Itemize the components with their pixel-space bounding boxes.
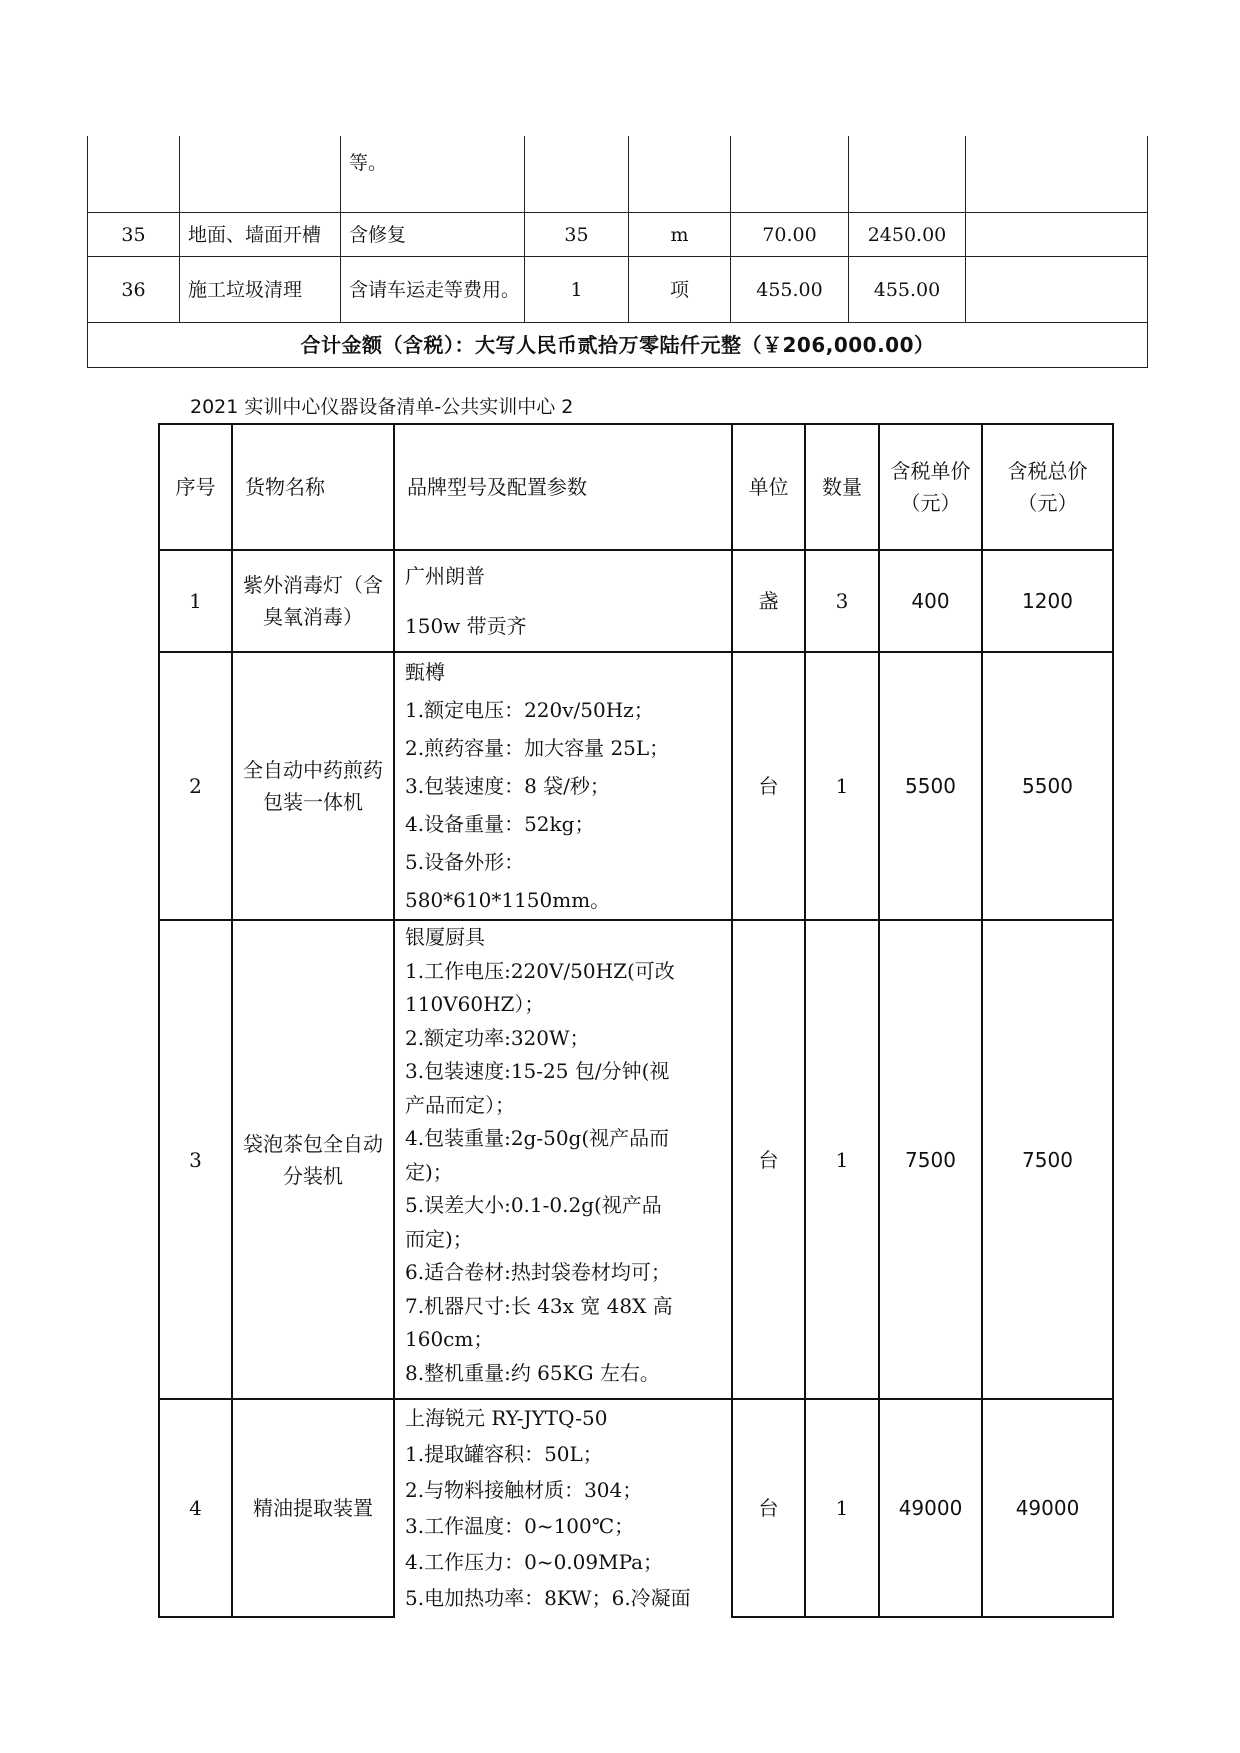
row-name: 全自动中药煎药包装一体机 <box>232 652 394 920</box>
row-name: 精油提取装置 <box>232 1399 394 1617</box>
row-unit: 台 <box>732 1399 805 1617</box>
row-no: 1 <box>159 550 232 652</box>
spec-line: 6.适合卷材:热封袋卷材均可； <box>405 1260 671 1284</box>
spec-line: 产品而定）； <box>405 1092 515 1117</box>
row-no: 4 <box>159 1399 232 1617</box>
row-price: 455.00 <box>731 257 849 323</box>
spec-line: 3.包装速度：8 袋/秒； <box>405 774 610 798</box>
spec-line: 2.煎药容量：加大容量 25L； <box>405 736 670 760</box>
row-qty: 1 <box>805 920 879 1399</box>
row-no: 3 <box>159 920 232 1399</box>
header-qty: 数量 <box>805 424 879 550</box>
spec-line: 广州朗普 <box>405 564 485 588</box>
row-unit: m <box>629 213 731 257</box>
row-unit: 盏 <box>732 550 805 652</box>
spec-line: 1.额定电压：220v/50Hz； <box>405 698 654 722</box>
spec-line: 8.整机重量:约 65KG 左右。 <box>405 1360 660 1385</box>
row-unit-price: 400 <box>879 550 982 652</box>
table-row <box>159 1399 1113 1617</box>
spec-line: 而定)； <box>405 1226 473 1251</box>
row-unit-price: 7500 <box>879 920 982 1399</box>
spec-line: 2.与物料接触材质：304； <box>405 1478 643 1502</box>
row-no: 35 <box>88 213 180 257</box>
row-name: 施工垃圾清理 <box>180 257 341 323</box>
row-desc: 含请车运走等费用。 <box>341 257 525 323</box>
spec-line: 4.包装重量:2g-50g(视产品而 <box>405 1126 670 1150</box>
row-spec <box>394 920 732 1399</box>
spec-line: 定)； <box>405 1159 453 1184</box>
header-unit: 单位 <box>732 424 805 550</box>
table-row <box>88 213 1148 257</box>
header-no: 序号 <box>159 424 232 550</box>
row-qty: 1 <box>805 1399 879 1617</box>
total-row <box>88 323 1148 368</box>
param-tail: 等。 <box>341 136 525 213</box>
row-total-price: 5500 <box>982 652 1113 920</box>
spec-line: 5.电加热功率：8KW；6.冷凝面 <box>405 1586 691 1610</box>
table-row <box>159 920 1113 1399</box>
table-row <box>159 652 1113 920</box>
table-row <box>88 257 1148 323</box>
row-total: 2450.00 <box>849 213 966 257</box>
row-spec <box>394 1399 732 1617</box>
row-qty: 1 <box>525 257 629 323</box>
row-name: 袋泡茶包全自动分装机 <box>232 920 394 1399</box>
row-total: 455.00 <box>849 257 966 323</box>
row-spec <box>394 550 732 652</box>
row-qty: 1 <box>805 652 879 920</box>
row-unit-price: 49000 <box>879 1399 982 1617</box>
row-desc: 含修复 <box>341 213 525 257</box>
table-caption: 2021 实训中心仪器设备清单-公共实训中心 2 <box>190 396 574 418</box>
row-no: 2 <box>159 652 232 920</box>
row-total-price: 1200 <box>982 550 1113 652</box>
header-spec: 品牌型号及配置参数 <box>394 424 732 550</box>
spec-line: 甄樽 <box>405 660 445 684</box>
row-spec <box>394 652 732 920</box>
total-amount: 合计金额（含税）：大写人民币贰拾万零陆仟元整（￥206,000.00） <box>88 323 1148 368</box>
row-remark <box>966 257 1148 323</box>
spec-line: 3.工作温度：0~100℃； <box>405 1514 635 1538</box>
row-total-price: 7500 <box>982 920 1113 1399</box>
header-unit-price: 含税单价（元） <box>879 424 982 550</box>
spec-line: 2.额定功率:320W； <box>405 1025 590 1050</box>
spec-line: 160cm； <box>405 1327 494 1351</box>
spec-line: 3.包装速度:15-25 包/分钟(视 <box>405 1059 670 1083</box>
spec-line: 5.设备外形：580*610*1150mm。 <box>405 850 611 912</box>
row-unit: 台 <box>732 652 805 920</box>
spec-line: 110V60HZ）； <box>405 992 545 1016</box>
row-price: 70.00 <box>731 213 849 257</box>
row-unit: 项 <box>629 257 731 323</box>
table-row-continued <box>88 136 1148 213</box>
table-row <box>159 550 1113 652</box>
spec-line: 7.机器尺寸:长 43x 宽 48X 高 <box>405 1293 673 1318</box>
header-total-price: 含税总价（元） <box>982 424 1113 550</box>
row-qty: 3 <box>805 550 879 652</box>
spec-line: 4.工作压力：0~0.09MPa； <box>405 1550 664 1574</box>
header-name: 货物名称 <box>232 424 394 550</box>
row-unit-price: 5500 <box>879 652 982 920</box>
row-name: 地面、墙面开槽 <box>180 213 341 257</box>
previous-cost-table <box>87 136 1148 368</box>
spec-line: 上海锐元 RY-JYTQ-50 <box>405 1406 608 1430</box>
row-qty: 35 <box>525 213 629 257</box>
row-name: 紫外消毒灯（含臭氧消毒） <box>232 550 394 652</box>
row-no: 36 <box>88 257 180 323</box>
equipment-table <box>158 423 1114 1618</box>
spec-line: 银厦厨具 <box>405 925 485 949</box>
table-header-row <box>159 424 1113 550</box>
row-remark <box>966 213 1148 257</box>
spec-line: 4.设备重量：52kg； <box>405 812 595 836</box>
spec-line: 1.工作电压:220V/50HZ(可改 <box>405 958 675 983</box>
spec-line: 150w 带贡齐 <box>405 614 527 638</box>
spec-line: 1.提取罐容积：50L； <box>405 1442 603 1466</box>
row-total-price: 49000 <box>982 1399 1113 1617</box>
row-unit: 台 <box>732 920 805 1399</box>
spec-line: 5.误差大小:0.1-0.2g(视产品 <box>405 1193 662 1217</box>
